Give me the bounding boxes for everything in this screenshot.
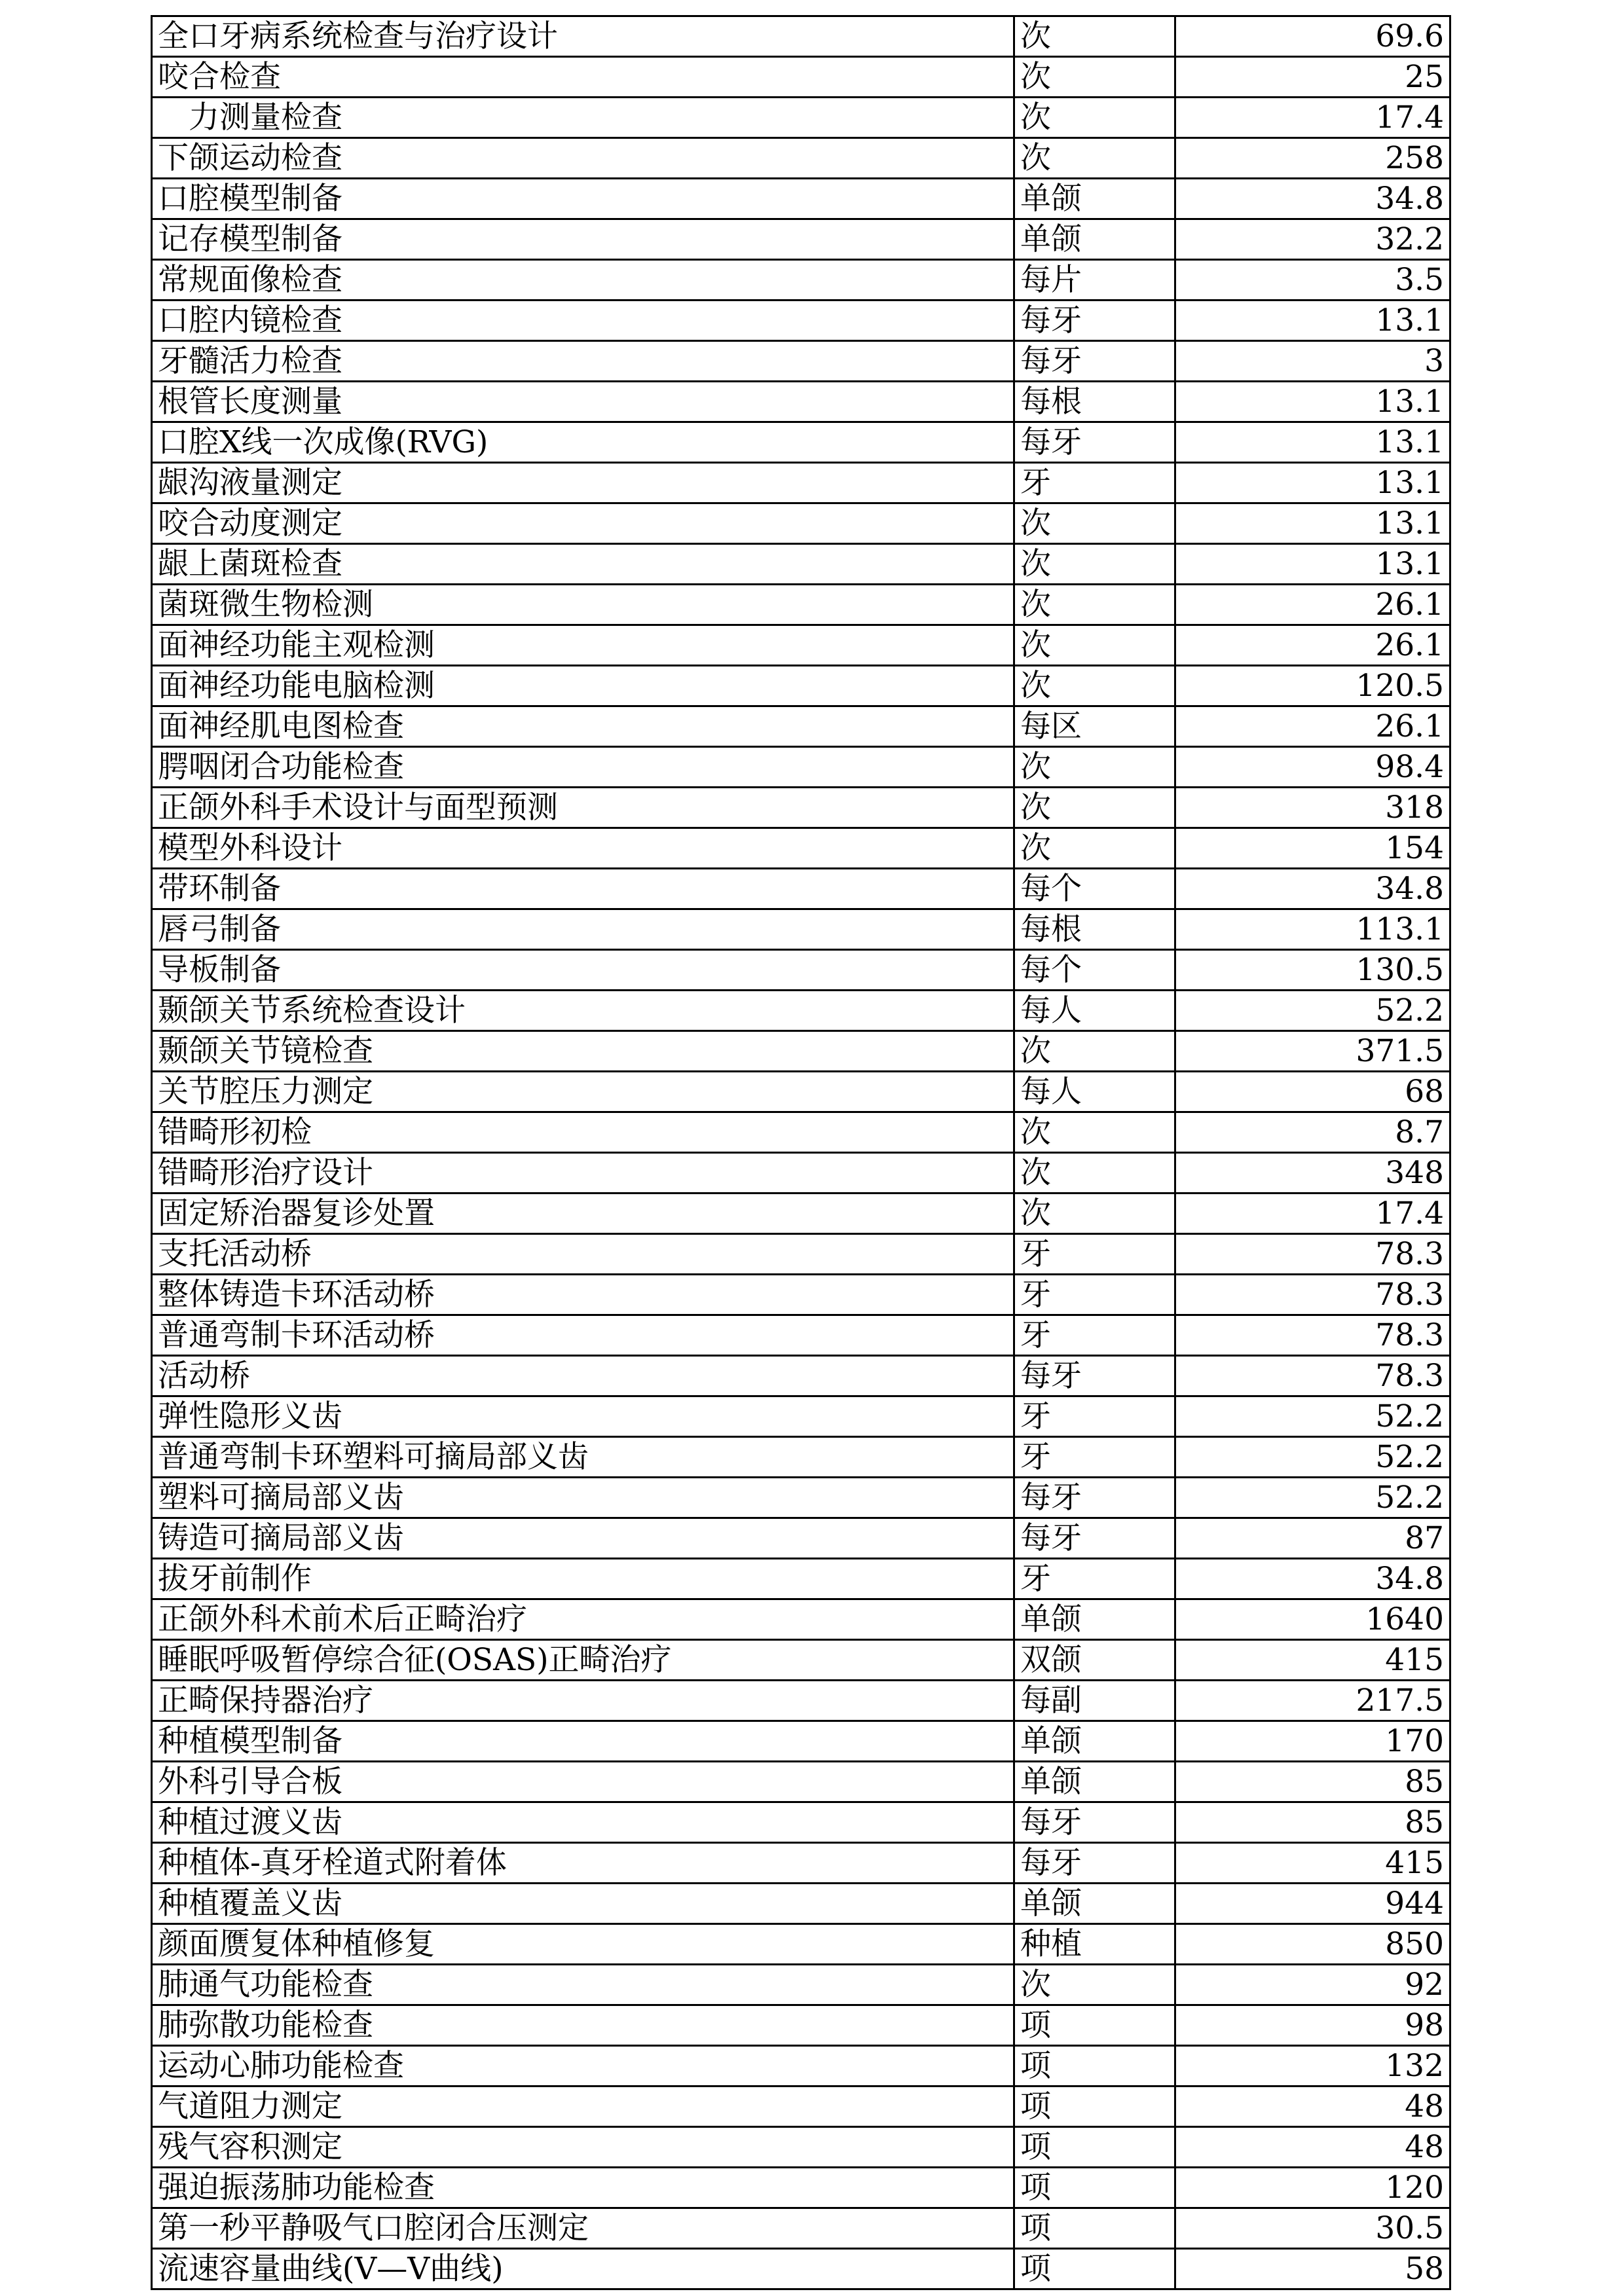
price-cell: 371.5 (1175, 1031, 1450, 1072)
price-cell: 78.3 (1175, 1356, 1450, 1396)
unit-cell: 每牙 (1014, 341, 1175, 382)
item-name-cell: 关节腔压力测定 (152, 1072, 1014, 1112)
table-row (152, 625, 1450, 666)
table-row (152, 1031, 1450, 1072)
item-name-cell: 口腔内镜检查 (152, 301, 1014, 341)
price-cell: 13.1 (1175, 544, 1450, 585)
price-cell: 132 (1175, 2046, 1450, 2086)
item-name-cell: 带环制备 (152, 869, 1014, 909)
item-name-cell: 咬合检查 (152, 57, 1014, 98)
unit-cell: 每个 (1014, 869, 1175, 909)
unit-cell: 次 (1014, 16, 1175, 57)
item-name-cell: 弹性隐形义齿 (152, 1396, 1014, 1437)
price-cell: 944 (1175, 1884, 1450, 1924)
price-cell: 1640 (1175, 1599, 1450, 1640)
table-row (152, 1599, 1450, 1640)
table-row (152, 1559, 1450, 1599)
unit-cell: 次 (1014, 1031, 1175, 1072)
price-cell: 13.1 (1175, 422, 1450, 463)
price-cell: 415 (1175, 1640, 1450, 1681)
item-name-cell: 全口牙病系统检查与治疗设计 (152, 16, 1014, 57)
item-name-cell: 流速容量曲线(V—V曲线) (152, 2249, 1014, 2289)
unit-cell: 每牙 (1014, 1478, 1175, 1518)
price-cell: 85 (1175, 1762, 1450, 1802)
price-cell: 13.1 (1175, 382, 1450, 422)
table-row (152, 1721, 1450, 1762)
item-name-cell: 睡眠呼吸暂停综合征(OSAS)正畸治疗 (152, 1640, 1014, 1681)
table-row (152, 16, 1450, 57)
item-name-cell: 铸造可摘局部义齿 (152, 1518, 1014, 1559)
price-list-page (151, 15, 1449, 2290)
table-row (152, 828, 1450, 869)
unit-cell: 每副 (1014, 1681, 1175, 1721)
table-row (152, 503, 1450, 544)
table-row (152, 1275, 1450, 1315)
price-cell: 17.4 (1175, 1194, 1450, 1234)
price-cell: 217.5 (1175, 1681, 1450, 1721)
price-cell: 68 (1175, 1072, 1450, 1112)
table-row (152, 869, 1450, 909)
price-cell: 92 (1175, 1965, 1450, 2005)
table-row (152, 1153, 1450, 1194)
table-row (152, 382, 1450, 422)
table-row (152, 1884, 1450, 1924)
table-row (152, 585, 1450, 625)
unit-cell: 单颌 (1014, 179, 1175, 219)
table-row (152, 666, 1450, 706)
item-name-cell: 根管长度测量 (152, 382, 1014, 422)
table-row (152, 1965, 1450, 2005)
item-name-cell: 颞颌关节镜检查 (152, 1031, 1014, 1072)
unit-cell: 牙 (1014, 463, 1175, 503)
price-cell: 3.5 (1175, 260, 1450, 301)
price-cell: 98 (1175, 2005, 1450, 2046)
price-cell: 850 (1175, 1924, 1450, 1965)
unit-cell: 次 (1014, 544, 1175, 585)
unit-cell: 牙 (1014, 1234, 1175, 1275)
price-cell: 154 (1175, 828, 1450, 869)
table-row (152, 706, 1450, 747)
unit-cell: 每牙 (1014, 1843, 1175, 1884)
item-name-cell: 种植体-真牙栓道式附着体 (152, 1843, 1014, 1884)
item-name-cell: 菌斑微生物检测 (152, 585, 1014, 625)
table-row (152, 2208, 1450, 2249)
item-name-cell: 唇弓制备 (152, 909, 1014, 950)
table-row (152, 341, 1450, 382)
table-row (152, 2249, 1450, 2289)
table-row (152, 1234, 1450, 1275)
unit-cell: 单颌 (1014, 1599, 1175, 1640)
table-row (152, 1518, 1450, 1559)
price-cell: 318 (1175, 788, 1450, 828)
item-name-cell: 固定矫治器复诊处置 (152, 1194, 1014, 1234)
price-cell: 13.1 (1175, 463, 1450, 503)
price-cell: 17.4 (1175, 98, 1450, 138)
item-name-cell: 活动桥 (152, 1356, 1014, 1396)
unit-cell: 牙 (1014, 1396, 1175, 1437)
unit-cell: 种植 (1014, 1924, 1175, 1965)
unit-cell: 次 (1014, 585, 1175, 625)
item-name-cell: 牙髓活力检查 (152, 341, 1014, 382)
item-name-cell: 种植覆盖义齿 (152, 1884, 1014, 1924)
unit-cell: 每牙 (1014, 1518, 1175, 1559)
unit-cell: 次 (1014, 788, 1175, 828)
unit-cell: 项 (1014, 2208, 1175, 2249)
unit-cell: 项 (1014, 2127, 1175, 2168)
item-name-cell: 口腔X线一次成像(RVG) (152, 422, 1014, 463)
item-name-cell: 运动心肺功能检查 (152, 2046, 1014, 2086)
unit-cell: 每片 (1014, 260, 1175, 301)
table-row (152, 1924, 1450, 1965)
table-row (152, 1112, 1450, 1153)
price-cell: 415 (1175, 1843, 1450, 1884)
item-name-cell: 常规面像检查 (152, 260, 1014, 301)
table-row (152, 909, 1450, 950)
table-row (152, 544, 1450, 585)
item-name-cell: 拔牙前制作 (152, 1559, 1014, 1599)
item-name-cell: 整体铸造卡环活动桥 (152, 1275, 1014, 1315)
item-name-cell: 正畸保持器治疗 (152, 1681, 1014, 1721)
price-cell: 8.7 (1175, 1112, 1450, 1153)
unit-cell: 每牙 (1014, 1802, 1175, 1843)
item-name-cell: 模型外科设计 (152, 828, 1014, 869)
price-cell: 98.4 (1175, 747, 1450, 788)
table-row (152, 2086, 1450, 2127)
item-name-cell: 颜面赝复体种植修复 (152, 1924, 1014, 1965)
price-cell: 130.5 (1175, 950, 1450, 991)
unit-cell: 牙 (1014, 1275, 1175, 1315)
unit-cell: 每牙 (1014, 422, 1175, 463)
item-name-cell: 正颌外科术前术后正畸治疗 (152, 1599, 1014, 1640)
table-row (152, 1194, 1450, 1234)
price-cell: 52.2 (1175, 1478, 1450, 1518)
price-cell: 48 (1175, 2127, 1450, 2168)
table-row (152, 991, 1450, 1031)
item-name-cell: 面神经功能电脑检测 (152, 666, 1014, 706)
table-row (152, 788, 1450, 828)
price-cell: 52.2 (1175, 1396, 1450, 1437)
item-name-cell: 颞颌关节系统检查设计 (152, 991, 1014, 1031)
table-row (152, 1478, 1450, 1518)
item-name-cell: 种植过渡义齿 (152, 1802, 1014, 1843)
price-cell: 58 (1175, 2249, 1450, 2289)
price-cell: 26.1 (1175, 625, 1450, 666)
item-name-cell: 第一秒平静吸气口腔闭合压测定 (152, 2208, 1014, 2249)
unit-cell: 每根 (1014, 382, 1175, 422)
price-cell: 34.8 (1175, 1559, 1450, 1599)
item-name-cell: 残气容积测定 (152, 2127, 1014, 2168)
item-name-cell: 口腔模型制备 (152, 179, 1014, 219)
table-row (152, 1802, 1450, 1843)
unit-cell: 每牙 (1014, 301, 1175, 341)
item-name-cell: 龈上菌斑检查 (152, 544, 1014, 585)
price-cell: 52.2 (1175, 1437, 1450, 1478)
price-cell: 3 (1175, 341, 1450, 382)
price-cell: 34.8 (1175, 869, 1450, 909)
unit-cell: 单颌 (1014, 219, 1175, 260)
unit-cell: 单颌 (1014, 1721, 1175, 1762)
table-row (152, 260, 1450, 301)
price-cell: 25 (1175, 57, 1450, 98)
unit-cell: 每人 (1014, 1072, 1175, 1112)
table-row (152, 1396, 1450, 1437)
item-name-cell: 导板制备 (152, 950, 1014, 991)
price-cell: 13.1 (1175, 503, 1450, 544)
table-row (152, 1640, 1450, 1681)
unit-cell: 次 (1014, 57, 1175, 98)
price-cell: 348 (1175, 1153, 1450, 1194)
item-name-cell: 普通弯制卡环塑料可摘局部义齿 (152, 1437, 1014, 1478)
table-row (152, 1356, 1450, 1396)
price-cell: 85 (1175, 1802, 1450, 1843)
unit-cell: 牙 (1014, 1559, 1175, 1599)
unit-cell: 次 (1014, 98, 1175, 138)
item-name-cell: 气道阻力测定 (152, 2086, 1014, 2127)
price-cell: 34.8 (1175, 179, 1450, 219)
table-row (152, 179, 1450, 219)
table-row (152, 1437, 1450, 1478)
item-name-cell: 外科引导合板 (152, 1762, 1014, 1802)
item-name-cell: 错畸形初检 (152, 1112, 1014, 1153)
table-row (152, 2005, 1450, 2046)
item-name-cell: 支托活动桥 (152, 1234, 1014, 1275)
unit-cell: 次 (1014, 1965, 1175, 2005)
price-cell: 52.2 (1175, 991, 1450, 1031)
table-row (152, 1762, 1450, 1802)
unit-cell: 项 (1014, 2249, 1175, 2289)
item-name-cell: 记存模型制备 (152, 219, 1014, 260)
price-cell: 30.5 (1175, 2208, 1450, 2249)
unit-cell: 次 (1014, 666, 1175, 706)
price-cell: 48 (1175, 2086, 1450, 2127)
unit-cell: 每牙 (1014, 1356, 1175, 1396)
item-name-cell: 强迫振荡肺功能检查 (152, 2168, 1014, 2208)
unit-cell: 次 (1014, 1112, 1175, 1153)
price-cell: 69.6 (1175, 16, 1450, 57)
table-row (152, 301, 1450, 341)
price-cell: 13.1 (1175, 301, 1450, 341)
price-cell: 87 (1175, 1518, 1450, 1559)
item-name-cell: 肺弥散功能检查 (152, 2005, 1014, 2046)
unit-cell: 每根 (1014, 909, 1175, 950)
table-row (152, 2127, 1450, 2168)
unit-cell: 单颌 (1014, 1762, 1175, 1802)
item-name-cell: 正颌外科手术设计与面型预测 (152, 788, 1014, 828)
table-row (152, 747, 1450, 788)
item-name-cell: 错畸形治疗设计 (152, 1153, 1014, 1194)
unit-cell: 牙 (1014, 1315, 1175, 1356)
price-cell: 78.3 (1175, 1234, 1450, 1275)
unit-cell: 次 (1014, 1153, 1175, 1194)
unit-cell: 牙 (1014, 1437, 1175, 1478)
price-cell: 26.1 (1175, 585, 1450, 625)
unit-cell: 次 (1014, 625, 1175, 666)
unit-cell: 次 (1014, 828, 1175, 869)
unit-cell: 次 (1014, 138, 1175, 179)
table-row (152, 422, 1450, 463)
unit-cell: 项 (1014, 2086, 1175, 2127)
unit-cell: 项 (1014, 2168, 1175, 2208)
unit-cell: 次 (1014, 1194, 1175, 1234)
table-row (152, 1681, 1450, 1721)
table-row (152, 2168, 1450, 2208)
table-row (152, 950, 1450, 991)
unit-cell: 次 (1014, 503, 1175, 544)
price-cell: 26.1 (1175, 706, 1450, 747)
item-name-cell: 力测量检查 (152, 98, 1014, 138)
table-row (152, 1315, 1450, 1356)
price-cell: 120.5 (1175, 666, 1450, 706)
price-cell: 78.3 (1175, 1315, 1450, 1356)
unit-cell: 每个 (1014, 950, 1175, 991)
table-row (152, 463, 1450, 503)
item-name-cell: 面神经肌电图检查 (152, 706, 1014, 747)
table-row (152, 138, 1450, 179)
unit-cell: 双颌 (1014, 1640, 1175, 1681)
price-cell: 170 (1175, 1721, 1450, 1762)
item-name-cell: 面神经功能主观检测 (152, 625, 1014, 666)
table-row (152, 98, 1450, 138)
unit-cell: 次 (1014, 747, 1175, 788)
unit-cell: 单颌 (1014, 1884, 1175, 1924)
price-cell: 258 (1175, 138, 1450, 179)
unit-cell: 每人 (1014, 991, 1175, 1031)
item-name-cell: 下颌运动检查 (152, 138, 1014, 179)
item-name-cell: 龈沟液量测定 (152, 463, 1014, 503)
price-cell: 78.3 (1175, 1275, 1450, 1315)
item-name-cell: 腭咽闭合功能检查 (152, 747, 1014, 788)
table-row (152, 57, 1450, 98)
table-body (152, 16, 1450, 2289)
price-cell: 32.2 (1175, 219, 1450, 260)
price-cell: 113.1 (1175, 909, 1450, 950)
unit-cell: 每区 (1014, 706, 1175, 747)
unit-cell: 项 (1014, 2005, 1175, 2046)
unit-cell: 项 (1014, 2046, 1175, 2086)
item-name-cell: 种植模型制备 (152, 1721, 1014, 1762)
table-row (152, 1072, 1450, 1112)
price-table (151, 15, 1451, 2290)
table-row (152, 1843, 1450, 1884)
item-name-cell: 普通弯制卡环活动桥 (152, 1315, 1014, 1356)
item-name-cell: 咬合动度测定 (152, 503, 1014, 544)
item-name-cell: 塑料可摘局部义齿 (152, 1478, 1014, 1518)
table-row (152, 2046, 1450, 2086)
price-cell: 120 (1175, 2168, 1450, 2208)
item-name-cell: 肺通气功能检查 (152, 1965, 1014, 2005)
table-row (152, 219, 1450, 260)
